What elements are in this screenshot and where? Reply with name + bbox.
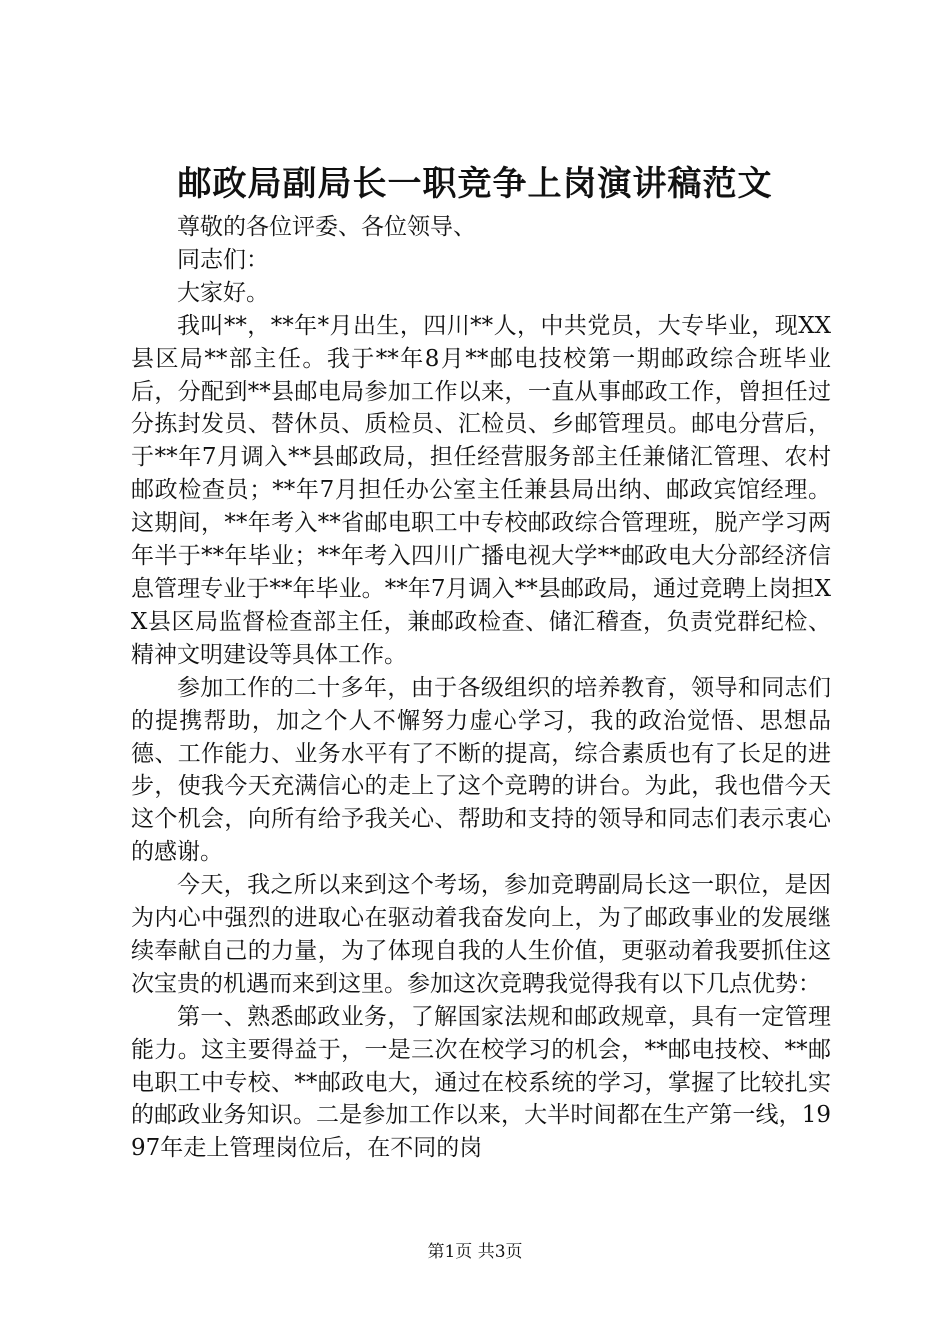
salutation-line-1: 尊敬的各位评委、各位领导、 [177,214,476,240]
document-title: 邮政局副局长一职竞争上岗演讲稿范文 [177,164,773,204]
greeting-line: 大家好。 [177,279,269,306]
paragraph-gratitude: 参加工作的二十多年，由于各级组织的培养教育，领导和同志们的提携帮助，加之个人不懈努力虚心学习，我的政治觉悟、思想品德、工作能力、业务水平有了不断的提高，综合素质也有了长足的进步，使我今天充满信心的走上了这个竞聘的讲台。为此，我也借今天这个机会，向所有给予我关心、帮助和支持的领导和同志们表示衷心的感谢。 [131,674,831,866]
paragraph-motivation: 今天，我之所以来到这个考场，参加竞聘副局长这一职位，是因为内心中强烈的进取心在驱动着我奋发向上，为了邮政事业的发展继续奉献自己的力量，为了体现自我的人生价值，更驱动着我要抓住这次宝贵的机遇而来到这里。参加这次竞聘我觉得我有以下几点优势： [131,872,831,997]
document-body [131,211,831,1165]
paragraph-advantage-1: 第一、熟悉邮政业务，了解国家法规和邮政规章，具有一定管理能力。这主要得益于，一是三次在校学习的机会，**邮电技校、**邮电职工中专校、**邮政电大，通过在校系统的学习，掌握了比较扎实的邮政业务知识。二是参加工作以来，大半时间都在生产第一线，1997年走上管理岗位后，在不同的岗 [131,1003,831,1162]
salutation-line-2: 同志们： [177,246,269,273]
paragraph-self-introduction: 我叫**，**年*月出生，四川**人，中共党员，大专毕业，现XX县区局**部主任。我于**年8月**邮电技校第一期邮政综合班毕业后，分配到**县邮电局参加工作以来，一直从事邮政工作，曾担任过分拣封发员、替休员、质检员、汇检员、乡邮管理员。邮电分营后，于**年7月调入**县邮政局，担任经营服务部主任兼储汇管理、农村邮政检查员；**年7月担任办公室主任兼县局出纳、邮政宾馆经理。这期间，**年考入**省邮电职工中专校邮政综合管理班，脱产学习两年半于**年毕业；**年考入四川广播电视大学**邮政电大分部经济信息管理专业于**年毕业。**年7月调入**县邮政局，通过竞聘上岗担XX县区局监督检查部主任，兼邮政检查、储汇稽查，负责党群纪检、精神文明建设等具体工作。 [131,312,831,668]
page-number-footer: 第1页 共3页 [427,1242,523,1262]
